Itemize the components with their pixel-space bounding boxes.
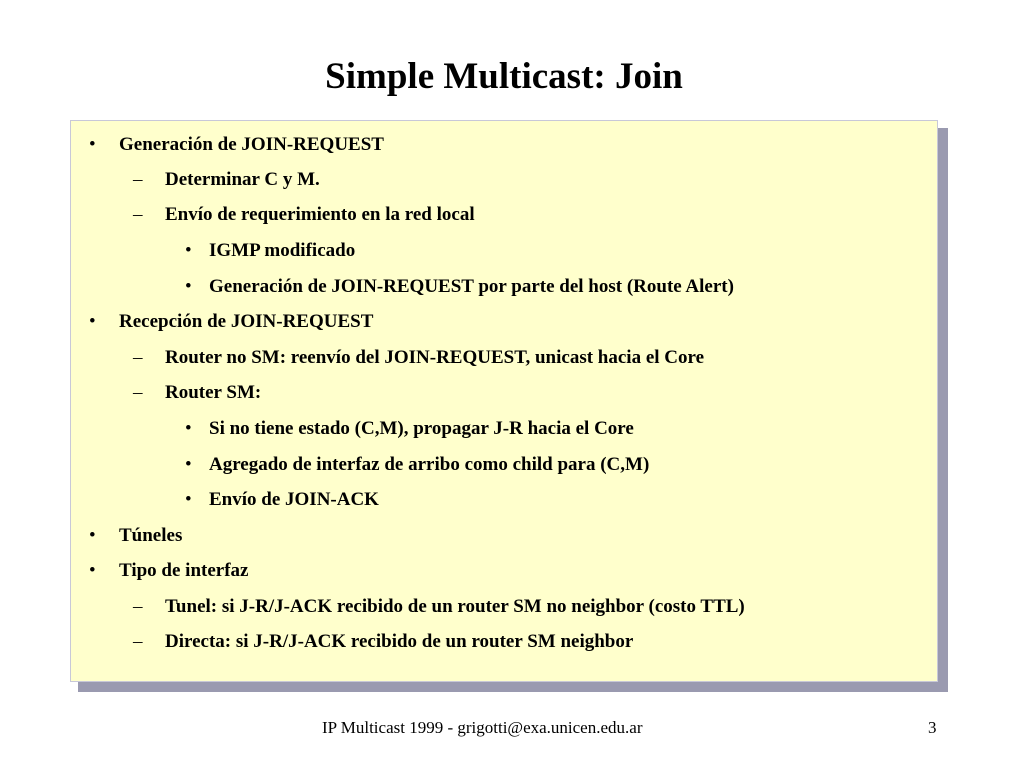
dash-marker: – <box>133 382 143 403</box>
sub-bullet-text: Determinar C y M. <box>165 169 320 190</box>
bullet-marker: • <box>89 311 96 332</box>
dash-marker: – <box>133 596 143 617</box>
bullet-marker: • <box>185 240 192 261</box>
bullet-text: Tipo de interfaz <box>119 560 249 581</box>
dash-marker: – <box>133 631 143 652</box>
bullet-marker: • <box>185 454 192 475</box>
bullet-marker: • <box>185 276 192 297</box>
sub-bullet-text: Tunel: si J-R/J-ACK recibido de un router SM no neighbor (costo TTL) <box>165 596 745 617</box>
sub-sub-bullet-text: Envío de JOIN-ACK <box>209 489 379 510</box>
bullet-marker: • <box>185 418 192 439</box>
sub-bullet-text: Directa: si J-R/J-ACK recibido de un router SM neighbor <box>165 631 634 652</box>
bullet-marker: • <box>89 134 96 155</box>
bullet-marker: • <box>185 489 192 510</box>
sub-bullet-text: Envío de requerimiento en la red local <box>165 204 475 225</box>
dash-marker: – <box>133 347 143 368</box>
sub-sub-bullet-text: Agregado de interfaz de arribo como child para (C,M) <box>209 454 650 475</box>
sub-bullet-text: Router SM: <box>165 382 262 403</box>
bullet-text: Generación de JOIN-REQUEST <box>119 134 384 155</box>
sub-sub-bullet-text: IGMP modificado <box>209 240 356 261</box>
slide-title: Simple Multicast: Join <box>325 56 683 97</box>
dash-marker: – <box>133 169 143 190</box>
footer-text: IP Multicast 1999 - grigotti@exa.unicen.edu.ar <box>322 718 643 737</box>
sub-sub-bullet-text: Generación de JOIN-REQUEST por parte del host (Route Alert) <box>209 276 734 297</box>
bullet-marker: • <box>89 560 96 581</box>
sub-sub-bullet-text: Si no tiene estado (C,M), propagar J-R hacia el Core <box>209 418 634 439</box>
dash-marker: – <box>133 204 143 225</box>
sub-bullet-text: Router no SM: reenvío del JOIN-REQUEST, unicast hacia el Core <box>165 347 705 368</box>
bullet-text: Recepción de JOIN-REQUEST <box>119 311 374 332</box>
content-box <box>70 120 938 682</box>
bullet-text: Túneles <box>119 525 183 546</box>
bullet-marker: • <box>89 525 96 546</box>
page-number: 3 <box>928 718 937 737</box>
